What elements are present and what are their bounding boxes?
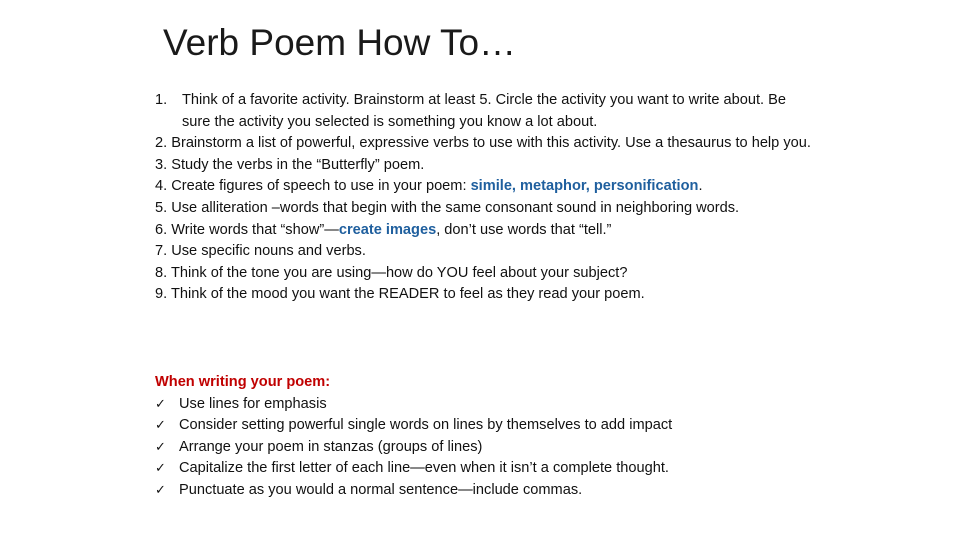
step-text: 4. Create figures of speech to use in your poem:: [155, 178, 471, 195]
step-item: 7. Use specific nouns and verbs.: [155, 243, 366, 260]
tip-item: [155, 394, 815, 416]
tips-heading: When writing your poem:: [155, 374, 331, 390]
step-item: 8. Think of the tone you are using—how do YOU feel about your subject?: [155, 264, 628, 281]
check-icon: ✓: [155, 461, 166, 477]
tip-text: Arrange your poem in stanzas (groups of lines): [179, 438, 483, 455]
step-item: 9. Think of the mood you want the READER to feel as they read your poem.: [155, 286, 645, 303]
tip-item: [155, 458, 815, 480]
step-item: [155, 90, 815, 133]
step-item: 5. Use alliteration –words that begin with the same consonant sound in neighboring words.: [155, 199, 740, 216]
tip-text: Capitalize the first letter of each line—even when it isn’t a complete thought.: [179, 460, 669, 477]
step-text: 6. Write words that “show”—: [155, 221, 339, 238]
step-item: 3. Study the verbs in the “Butterfly” poem.: [155, 156, 425, 173]
check-icon: ✓: [155, 396, 166, 412]
step-number: 1.: [155, 92, 168, 108]
check-icon: ✓: [155, 418, 166, 434]
tip-item: [155, 415, 815, 437]
tip-text: Punctuate as you would a normal sentence—include commas.: [179, 481, 583, 498]
tip-text: Use lines for emphasis: [179, 395, 327, 412]
step-item: [155, 220, 815, 242]
tip-item: [155, 480, 815, 502]
tip-text: Consider setting powerful single words on lines by themselves to add impact: [179, 417, 673, 434]
step-text: Think of a favorite activity. Brainstorm at least 5. Circle the activity you want to write about. Be sure the activity you selected is something you know a lot about.: [182, 92, 787, 130]
check-icon: ✓: [155, 482, 166, 498]
create-images-highlight: create images: [338, 221, 437, 238]
tip-item: [155, 437, 815, 459]
slide-title: Verb Poem How To…: [163, 22, 517, 63]
figures-of-speech-highlight: simile, metaphor, personification: [470, 178, 699, 195]
step-item: [155, 176, 815, 198]
steps-list: [155, 90, 815, 306]
step-item: 2. Brainstorm a list of powerful, expressive verbs to use with this activity. Use a thesaurus to help you.: [155, 135, 811, 152]
check-icon: ✓: [155, 439, 166, 455]
step-text-end: , don’t use words that “tell.”: [436, 221, 612, 238]
tips-section: [155, 372, 815, 502]
step-text-end: .: [698, 178, 703, 195]
